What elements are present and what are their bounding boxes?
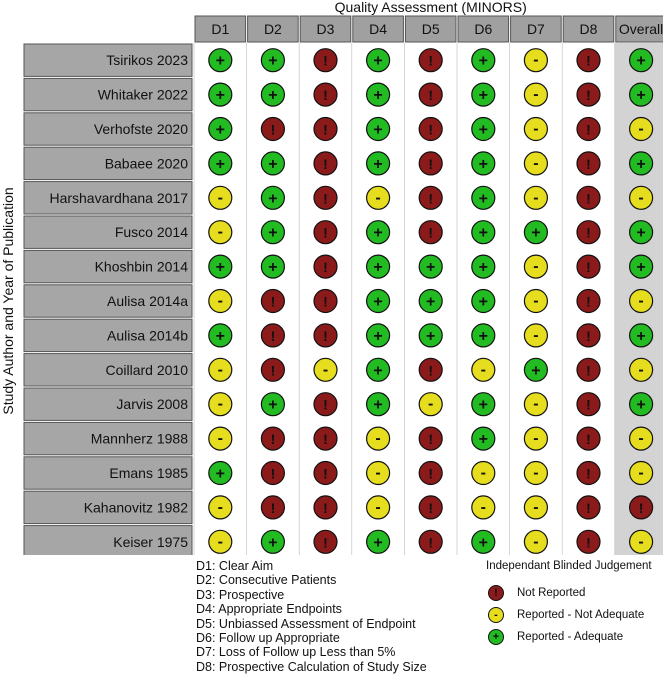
rating-symbol: !	[428, 190, 434, 207]
rating-symbol: +	[215, 155, 225, 173]
rating-symbol: !	[323, 52, 328, 69]
definition-d5: D5: Unbiassed Assessment of Endpoint	[196, 616, 416, 631]
rating-symbol: +	[373, 327, 383, 345]
column-header-label: D2	[263, 21, 282, 37]
rating-symbol: -	[638, 464, 644, 482]
rating-symbol: +	[373, 259, 383, 277]
rating-symbol: +	[531, 224, 541, 242]
rating-symbol: +	[373, 224, 383, 242]
rating-symbol: -	[375, 430, 381, 448]
rating-symbol: +	[636, 87, 646, 105]
rating-symbol: -	[638, 189, 644, 207]
rating-symbol: -	[533, 51, 539, 69]
rating-symbol: !	[428, 362, 434, 379]
rating-symbol: +	[268, 52, 278, 70]
rating-symbol: !	[586, 362, 591, 379]
legend-label: Reported - Adequate	[517, 631, 624, 643]
rating-symbol: -	[533, 326, 539, 344]
rating-symbol: -	[533, 189, 539, 207]
rating-symbol: +	[373, 396, 383, 414]
rating-symbol: -	[217, 189, 223, 207]
rating-symbol: !	[270, 499, 276, 516]
rating-symbol: !	[270, 293, 276, 310]
rating-symbol: -	[217, 395, 223, 413]
row-label-text: Babaee 2020	[104, 155, 188, 172]
rating-symbol: !	[586, 534, 591, 551]
rating-symbol: !	[586, 155, 591, 172]
rating-symbol: +	[426, 293, 436, 311]
rating-symbol: !	[323, 87, 328, 104]
definition-d8: D8: Prospective Calculation of Study Size	[196, 659, 427, 674]
rating-symbol: -	[638, 533, 644, 551]
rating-symbol: !	[323, 190, 328, 207]
definition-d1: D1: Clear Aim	[196, 559, 274, 573]
rating-symbol: +	[268, 396, 278, 414]
rating-symbol: !	[586, 499, 591, 516]
column-header-label: D8	[579, 21, 598, 37]
rating-symbol: +	[268, 155, 278, 173]
rating-symbol: -	[533, 430, 539, 448]
rating-symbol: -	[638, 120, 644, 138]
not-adequate-icon: -	[488, 607, 504, 623]
rating-symbol: +	[531, 362, 541, 380]
rating-symbol: +	[215, 327, 225, 345]
rating-symbol: -	[638, 430, 644, 448]
rating-symbol: +	[373, 155, 383, 173]
rating-symbol: +	[215, 259, 225, 277]
column-header-label: D1	[211, 21, 230, 37]
rating-symbol: -	[533, 498, 539, 516]
rating-symbol: -	[533, 258, 539, 276]
legend-label: Not Reported	[517, 587, 586, 599]
rating-symbol: +	[426, 259, 436, 277]
rating-symbol: +	[478, 52, 488, 70]
rating-symbol: !	[270, 362, 276, 379]
not-reported-icon: !	[488, 585, 504, 601]
rating-symbol: -	[533, 395, 539, 413]
column-header-label: D7	[526, 21, 545, 37]
rating-symbol: +	[268, 190, 278, 208]
rating-symbol: -	[217, 430, 223, 448]
rating-symbol: !	[586, 87, 591, 104]
rating-symbol: +	[636, 396, 646, 414]
row-label-text: Jarvis 2008	[116, 396, 188, 413]
row-label-text: Whitaker 2022	[97, 86, 188, 103]
rating-symbol: +	[215, 87, 225, 105]
rating-symbol: -	[533, 86, 539, 104]
rating-symbol: !	[428, 465, 434, 482]
rating-symbol: !	[586, 259, 591, 276]
column-header-label: Overall	[618, 21, 663, 37]
rating-symbol: !	[323, 121, 328, 138]
definition-d4: D4: Appropriate Endpoints	[196, 602, 342, 617]
rating-symbol: +	[268, 87, 278, 105]
rating-symbol: +	[268, 534, 278, 552]
rating-symbol: !	[586, 396, 591, 413]
rating-symbol: +	[478, 293, 488, 311]
definition-d6: D6: Follow up Appropriate	[196, 631, 340, 646]
rating-symbol: -	[428, 395, 434, 413]
row-label-text: Keiser 1975	[113, 533, 188, 550]
rating-symbol: !	[586, 224, 591, 241]
rating-symbol: !	[586, 431, 591, 448]
rating-symbol: -	[217, 223, 223, 241]
row-label-text: Harshavardhana 2017	[49, 189, 188, 206]
rating-symbol: !	[586, 293, 591, 310]
rating-symbol: -	[533, 292, 539, 310]
rating-symbol: !	[428, 87, 434, 104]
rating-symbol: +	[478, 190, 488, 208]
rating-symbol: !	[270, 121, 276, 138]
rating-symbol: !	[323, 534, 328, 551]
rating-symbol: +	[373, 362, 383, 380]
rating-symbol: -	[638, 361, 644, 379]
rating-symbol: +	[636, 52, 646, 70]
rating-symbol: +	[215, 465, 225, 483]
rating-symbol: !	[323, 259, 328, 276]
definition-d7: D7: Loss of Follow up Less than 5%	[196, 645, 396, 660]
rating-symbol: +	[478, 327, 488, 345]
rating-symbol: +	[478, 87, 488, 105]
rating-symbol: !	[323, 155, 328, 172]
rating-symbol: +	[478, 431, 488, 449]
rating-symbol: !	[270, 431, 276, 448]
rating-symbol: -	[375, 189, 381, 207]
rating-symbol: !	[638, 499, 644, 516]
rating-symbol: +	[373, 293, 383, 311]
rating-symbol: !	[586, 52, 591, 69]
rating-symbol: !	[428, 431, 434, 448]
row-label-text: Tsirikos 2023	[106, 52, 188, 69]
rating-symbol: +	[478, 396, 488, 414]
rating-symbol: +	[478, 155, 488, 173]
row-label-text: Emans 1985	[109, 465, 188, 481]
adequate-icon: +	[488, 629, 504, 645]
definition-d3: D3: Prospective	[196, 587, 285, 602]
rating-symbol: -	[533, 120, 539, 138]
rating-symbol: +	[478, 259, 488, 277]
legend-label: Reported - Not Adequate	[517, 609, 645, 621]
rating-symbol: +	[636, 327, 646, 345]
rating-symbol: !	[323, 431, 328, 448]
rating-symbol: -	[375, 498, 381, 516]
rating-symbol: !	[428, 224, 434, 241]
y-axis-label: Study Author and Year of Publication	[0, 187, 16, 415]
rating-symbol: !	[428, 534, 434, 551]
judgement-legend	[478, 560, 663, 648]
definition-d2: D2: Consecutive Patients	[196, 573, 337, 588]
rating-symbol: +	[373, 52, 383, 70]
rating-symbol: -	[533, 464, 539, 482]
rating-symbol: +	[636, 155, 646, 173]
rating-symbol: !	[586, 327, 591, 344]
legend-item-not-adequate	[478, 604, 663, 626]
legend-item-adequate	[478, 626, 663, 648]
rating-symbol: -	[480, 498, 486, 516]
row-label-text: Verhofste 2020	[93, 121, 188, 137]
rating-symbol: -	[217, 361, 223, 379]
rating-symbol: +	[268, 259, 278, 277]
rating-symbol: !	[323, 396, 328, 413]
rating-symbol: -	[533, 533, 539, 551]
row-label-text: Aulisa 2014a	[107, 293, 188, 309]
rating-symbol: !	[270, 465, 276, 482]
rating-symbol: +	[268, 224, 278, 242]
column-header-label: D6	[474, 21, 493, 37]
rating-symbol: -	[217, 533, 223, 551]
rating-symbol: !	[270, 327, 276, 344]
row-label-text: Coillard 2010	[105, 361, 188, 378]
rating-symbol: !	[428, 155, 434, 172]
rating-symbol: -	[217, 498, 223, 516]
rating-symbol: !	[323, 327, 328, 344]
legend-item-not-reported	[478, 582, 663, 604]
column-header-label: D3	[316, 21, 335, 37]
rating-symbol: !	[323, 465, 328, 482]
rating-symbol: !	[586, 190, 591, 207]
chart-title: Quality Assessment (MINORS)	[334, 0, 527, 15]
rating-symbol: +	[373, 534, 383, 552]
rating-symbol: +	[636, 259, 646, 277]
rating-symbol: +	[636, 224, 646, 242]
rating-symbol: !	[323, 499, 328, 516]
rating-symbol: !	[586, 465, 591, 482]
rating-symbol: +	[373, 121, 383, 139]
rating-symbol: -	[322, 361, 329, 379]
rating-symbol: +	[478, 224, 488, 242]
rating-symbol: !	[428, 52, 434, 69]
row-label-text: Mannherz 1988	[90, 430, 188, 447]
rating-symbol: +	[215, 121, 225, 139]
row-label-text: Khoshbin 2014	[94, 258, 188, 275]
rating-symbol: -	[480, 464, 486, 482]
rating-symbol: !	[323, 224, 328, 241]
row-label-text: Fusco 2014	[114, 224, 188, 241]
column-header-label: D4	[369, 21, 388, 37]
rating-symbol: -	[217, 292, 223, 310]
rating-symbol: -	[375, 464, 381, 482]
rating-symbol: +	[478, 121, 488, 139]
column-header-label: D5	[421, 21, 440, 37]
rating-symbol: +	[426, 327, 436, 345]
rating-symbol: -	[533, 154, 539, 172]
rating-symbol: !	[428, 499, 434, 516]
row-label-text: Aulisa 2014b	[107, 327, 188, 344]
rating-symbol: !	[428, 121, 434, 138]
rating-symbol: !	[323, 293, 328, 310]
domain-definitions	[196, 559, 476, 674]
rating-symbol: -	[638, 292, 644, 310]
rating-symbol: -	[480, 361, 486, 379]
rating-symbol: +	[373, 87, 383, 105]
rating-symbol: +	[478, 534, 488, 552]
rating-symbol: !	[586, 121, 591, 138]
judgement-legend-title: Independant Blinded Judgement	[486, 560, 652, 572]
rating-symbol: +	[215, 52, 225, 70]
row-label-text: Kahanovitz 1982	[83, 499, 188, 516]
